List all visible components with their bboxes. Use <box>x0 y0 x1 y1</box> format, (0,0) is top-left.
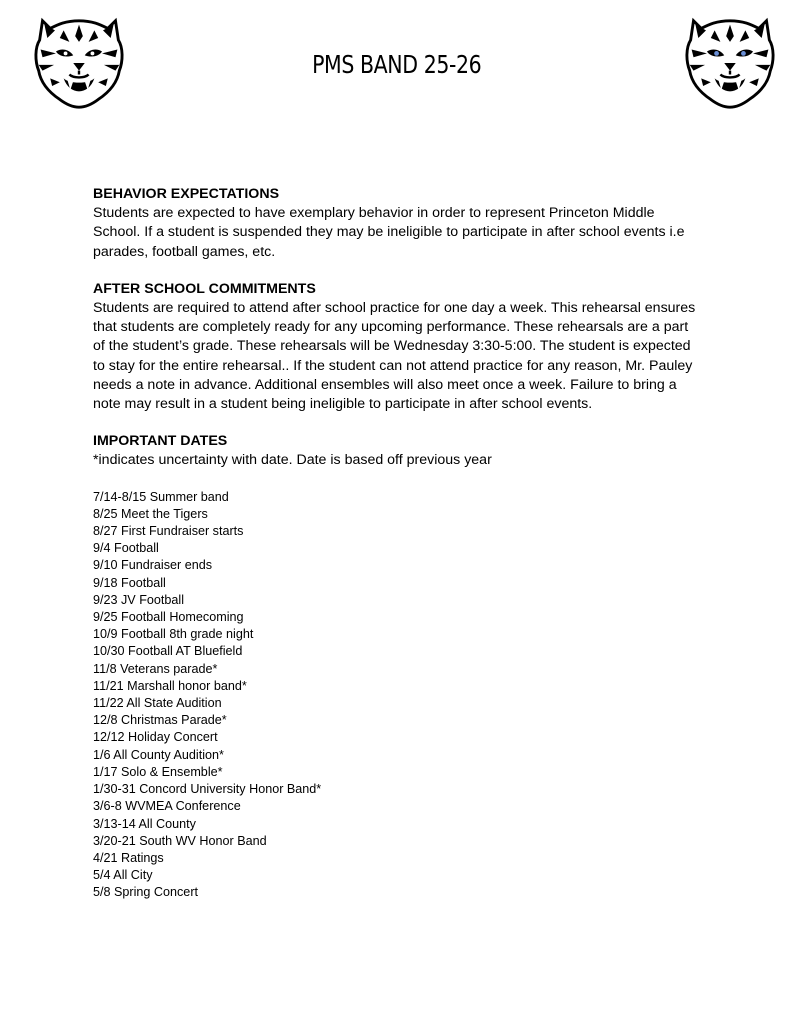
date-item: 1/30-31 Concord University Honor Band* <box>93 782 322 797</box>
section-body: Students are required to attend after school practice for one day a week. This rehearsal ensures that students are completely ready for any upcoming performance. These rehearsals are a part of the student’s grade. These rehearsals will be Wednesday 3:30-5:00. The student is expected to stay for the entire rehearsal.. If the student can not attend practice for any reason, Mr. Pauley needs a note in advance. Additional ensembles will also meet once a week. Failure to bring a note may result in a student being ineligible to participate in after school events. <box>93 300 696 413</box>
date-item: 9/10 Fundraiser ends <box>93 558 213 573</box>
date-item: 12/8 Christmas Parade* <box>93 713 227 728</box>
dates-list <box>93 489 703 902</box>
section-heading: BEHAVIOR EXPECTATIONS <box>93 186 280 202</box>
page-title: PMS BAND 25-26 <box>312 50 482 79</box>
date-item: 8/27 First Fundraiser starts <box>93 524 244 539</box>
date-item: 9/4 Football <box>93 541 159 556</box>
date-item: 11/21 Marshall honor band* <box>93 678 247 693</box>
date-item: 3/6-8 WVMEA Conference <box>93 799 241 814</box>
important-dates-section <box>93 432 703 901</box>
date-item: 10/30 Football AT Bluefield <box>93 644 243 659</box>
section-body: Students are expected to have exemplary behavior in order to represent Princeton Middle School. If a student is suspended they may be ineligible to participate in after school events i.e parades, football games, etc. <box>93 205 685 260</box>
date-item: 4/21 Ratings <box>93 850 164 865</box>
date-item: 1/6 All County Audition* <box>93 747 224 762</box>
dates-note: *indicates uncertainty with date. Date is based off previous year <box>93 452 492 469</box>
date-item: 3/20-21 South WV Honor Band <box>93 833 267 848</box>
tiger-head-icon <box>682 14 778 112</box>
date-item: 5/4 All City <box>93 868 153 883</box>
behavior-section <box>93 185 703 262</box>
date-item: 8/25 Meet the Tigers <box>93 506 208 521</box>
date-item: 9/23 JV Football <box>93 592 185 607</box>
date-item: 10/9 Football 8th grade night <box>93 627 254 642</box>
after-school-section <box>93 280 703 414</box>
date-item: 1/17 Solo & Ensemble* <box>93 764 223 779</box>
date-item: 12/12 Holiday Concert <box>93 730 218 745</box>
section-heading: AFTER SCHOOL COMMITMENTS <box>93 280 316 297</box>
date-item: 7/14-8/15 Summer band <box>93 489 229 504</box>
date-item: 11/22 All State Audition <box>93 696 222 711</box>
date-item: 11/8 Veterans parade* <box>93 661 218 676</box>
date-item: 3/13-14 All County <box>93 816 196 831</box>
document-body <box>93 185 703 920</box>
section-heading: IMPORTANT DATES <box>93 433 228 450</box>
date-item: 9/18 Football <box>93 575 166 590</box>
date-item: 5/8 Spring Concert <box>93 885 199 900</box>
date-item: 9/25 Football Homecoming <box>93 610 244 625</box>
